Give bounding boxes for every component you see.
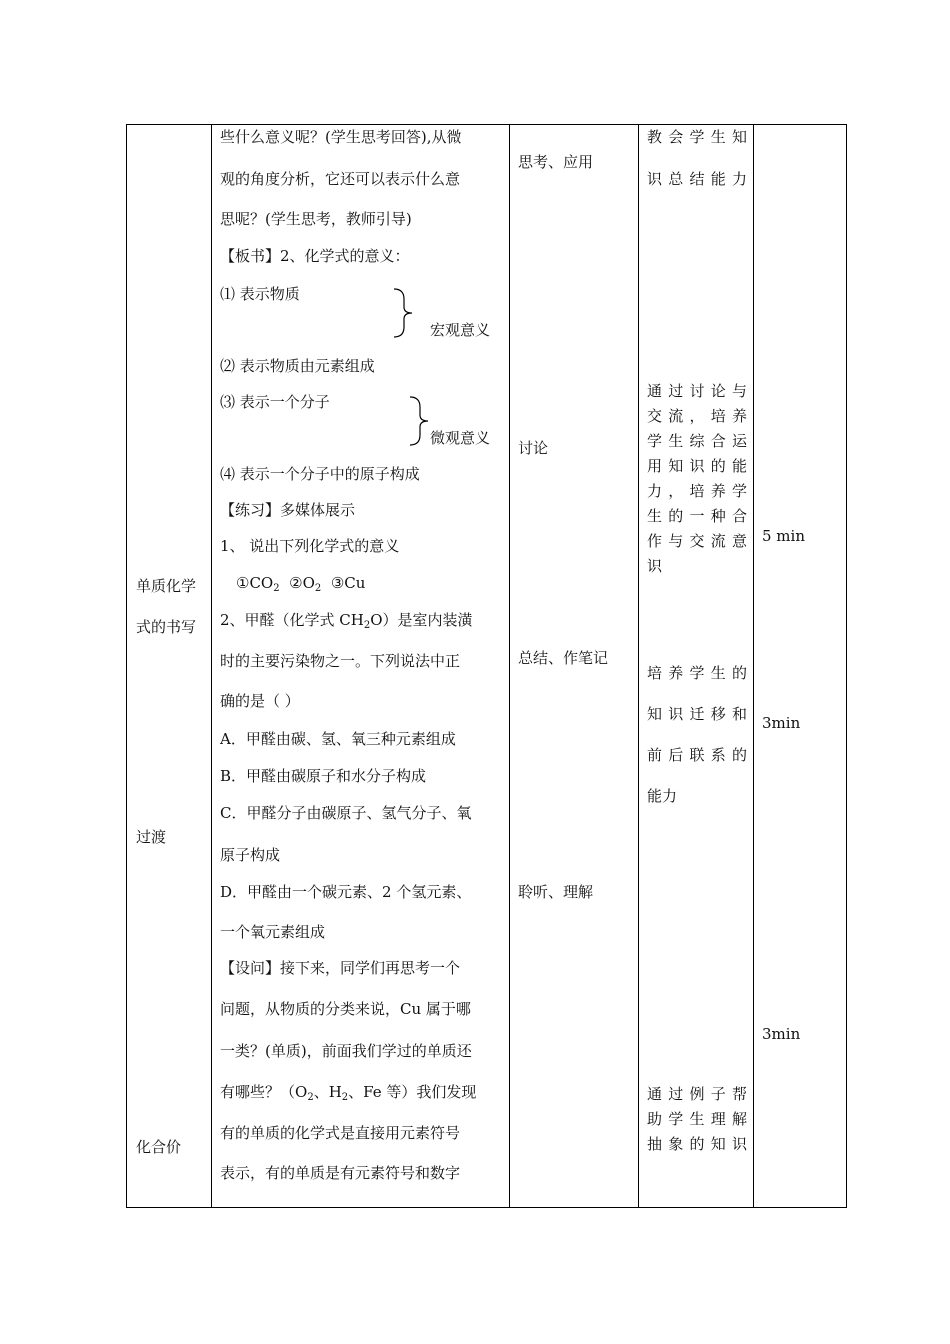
option-d: D．甲醛由一个碳元素、2 个氢元素、 — [220, 883, 472, 901]
content-line: 些什么意义呢？(学生思考回答),从微 — [220, 128, 462, 146]
content-line: 2、甲醛（化学式 $CH_2O$）是室内装潢 — [220, 611, 473, 631]
content-line: 1、 说出下列化学式的意义 — [220, 537, 400, 555]
curly-brace-icon — [408, 395, 432, 447]
design-intent: 通过讨论与 交流，培养 学生综合运 用知识的能 力，培养学 生的一种合 作与交流意 识 — [647, 382, 747, 575]
curly-brace-icon — [392, 287, 416, 339]
content-line: 思呢？(学生思考，教师引导) — [220, 210, 412, 228]
student-activity: 讨论 — [518, 439, 549, 457]
formula-o2: ②O — [289, 574, 315, 592]
column-divider — [509, 125, 510, 1207]
content-line: 一个氧元素组成 — [220, 923, 326, 941]
brace-label: 微观意义 — [430, 429, 491, 447]
content-line: 有的单质的化学式是直接用元素符号 — [220, 1124, 461, 1142]
column-divider — [753, 125, 754, 1207]
time-allocation: 3min — [762, 714, 801, 732]
content-line: 时的主要污染物之一。下列说法中正 — [220, 652, 461, 670]
time-allocation: 5 min — [762, 527, 805, 545]
content-line: 【设问】接下来，同学们再思考一个 — [220, 959, 461, 977]
content-line: ⑵ 表示物质由元素组成 — [220, 357, 375, 375]
content-line: 观的角度分析，它还可以表示什么意 — [220, 170, 461, 188]
column-divider — [211, 125, 212, 1207]
segment-label: 单质化学 — [136, 577, 197, 595]
option-b: B．甲醛由碳原子和水分子构成 — [220, 767, 427, 785]
content-line: ⑷ 表示一个分子中的原子构成 — [220, 465, 420, 483]
student-activity: 思考、应用 — [518, 153, 594, 171]
content-line: 原子构成 — [220, 846, 281, 864]
design-intent: 培养学生的 知识迁移和 前后联系的 能力 — [647, 664, 747, 805]
formula-cu: ③Cu — [330, 574, 366, 592]
content-line: 一类？(单质)，前面我们学过的单质还 — [220, 1042, 472, 1060]
brace-label: 宏观意义 — [430, 321, 491, 339]
student-activity: 总结、作笔记 — [518, 649, 609, 667]
content-line: ⑶ 表示一个分子 — [220, 393, 330, 411]
design-intent: 通过例子帮 助学生理解 抽象的知识 — [647, 1085, 747, 1153]
content-line: 【板书】2、化学式的意义： — [220, 247, 410, 265]
time-allocation: 3min — [762, 1025, 801, 1043]
formula-co2: ①CO — [236, 574, 274, 592]
content-line: 问题，从物质的分类来说，Cu 属于哪 — [220, 1000, 471, 1018]
design-intent: 教会学生知 识总结能力 — [647, 128, 747, 188]
segment-label: 式的书写 — [136, 618, 197, 636]
column-divider — [638, 125, 639, 1207]
segment-label: 化合价 — [136, 1138, 182, 1156]
option-c: C．甲醛分子由碳原子、氢气分子、氧 — [220, 804, 472, 822]
option-a: A．甲醛由碳、氢、氧三种元素组成 — [220, 730, 456, 748]
student-activity: 聆听、理解 — [518, 883, 594, 901]
formula-line: $①CO_2$ $②O_2$ ③Cu — [236, 574, 366, 594]
content-line: 有哪些？（$O_2$、$H_2$、Fe 等）我们发现 — [220, 1083, 477, 1103]
content-line: 确的是（ ） — [220, 692, 300, 710]
content-line: 表示，有的单质是有元素符号和数字 — [220, 1164, 461, 1182]
segment-label: 过渡 — [136, 828, 167, 846]
content-line: ⑴ 表示物质 — [220, 285, 300, 303]
content-line: 【练习】多媒体展示 — [220, 501, 356, 519]
